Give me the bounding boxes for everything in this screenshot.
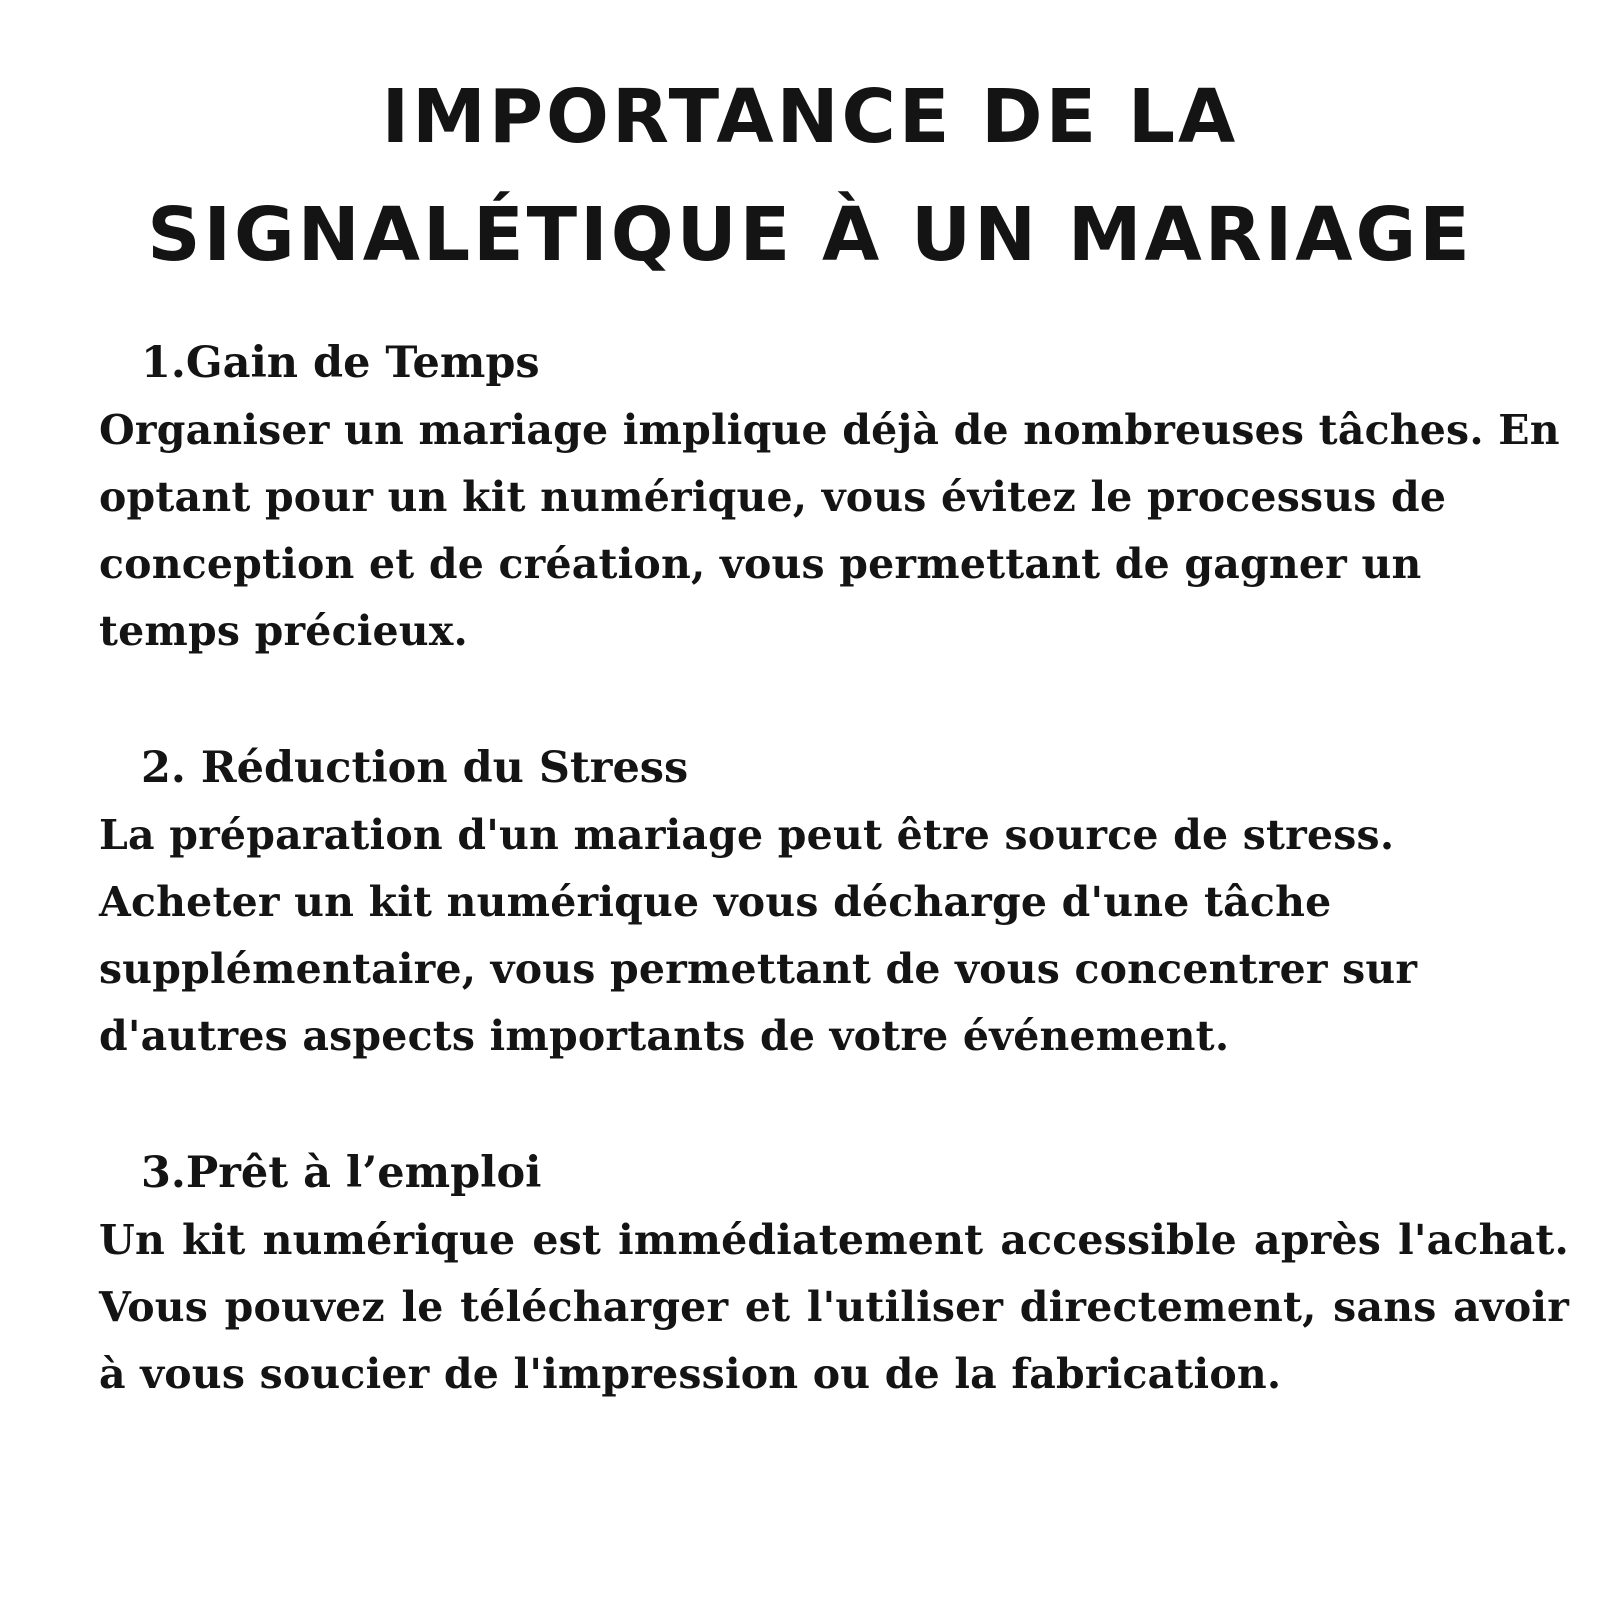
section-heading: 2. Réduction du Stress xyxy=(141,743,689,793)
section-gain-de-temps xyxy=(99,330,1569,665)
content xyxy=(99,330,1569,1478)
page-title-line-1: IMPORTANCE DE LA xyxy=(381,74,1239,160)
page-title-line-2: SIGNALÉTIQUE À UN MARIAGE xyxy=(147,192,1473,278)
page-title xyxy=(0,58,1620,294)
section-body: Un kit numérique est immédiatement accessible après l'achat. Vous pouvez le télécharger et l'utiliser directement, sans avoir à vous soucier de l'impression ou de la fabrication. xyxy=(99,1216,1569,1398)
section-heading: 3.Prêt à l’emploi xyxy=(141,1148,542,1198)
section-heading: 1.Gain de Temps xyxy=(141,338,540,388)
section-body: La préparation d'un mariage peut être source de stress. Acheter un kit numérique vous décharge d'une tâche supplémentaire, vous permettant de vous concentrer sur d'autres aspects importants de votre événement. xyxy=(99,811,1418,1060)
section-pret-a-l-emploi xyxy=(99,1140,1569,1408)
section-body: Organiser un mariage implique déjà de nombreuses tâches. En optant pour un kit numérique, vous évitez le processus de conception et de création, vous permettant de gagner un temps précieux. xyxy=(99,406,1560,655)
section-reduction-du-stress xyxy=(99,735,1569,1070)
